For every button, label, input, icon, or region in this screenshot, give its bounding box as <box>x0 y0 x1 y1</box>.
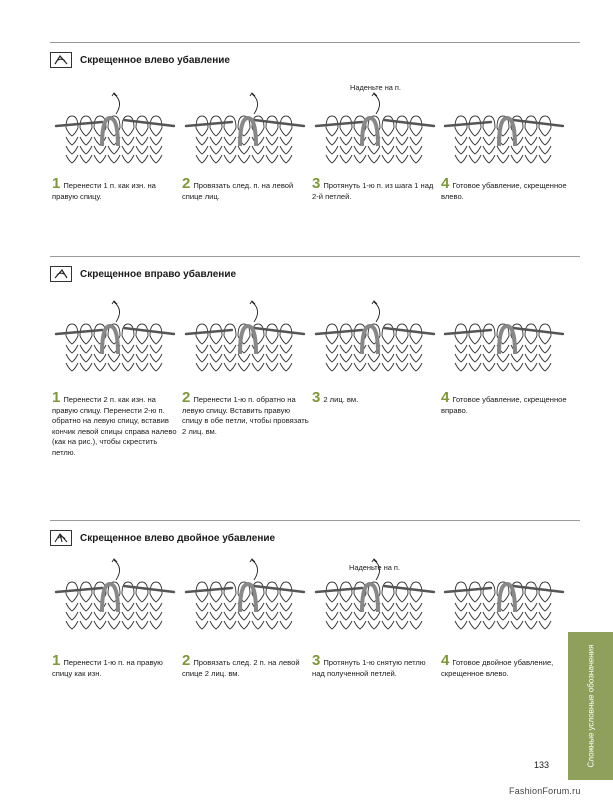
section-title: Скрещенное влево двойное убавление <box>80 532 276 544</box>
step-caption: 3 2 лиц. вм. <box>312 389 359 406</box>
knitting-illustration <box>312 298 437 378</box>
knitting-symbol-icon <box>50 52 72 68</box>
step-caption: 3 Протянуть 1-ю п. из шага 1 над 2-й петлей. <box>312 175 434 201</box>
knitting-illustration <box>312 90 437 170</box>
step-caption: 4 Готовое двойное убавление, скрещенное влево. <box>441 652 554 678</box>
step-caption: 1 Перенести 1 п. как изн. на правую спицу. <box>52 175 156 201</box>
section-title: Скрещенное вправо убавление <box>80 268 237 280</box>
knitting-illustration <box>182 298 307 378</box>
section-divider <box>50 520 580 521</box>
section-divider <box>50 256 580 257</box>
knitting-illustration <box>441 556 566 636</box>
step-caption: 4 Готовое убавление, скрещенное влево. <box>441 175 567 201</box>
knitting-illustration <box>52 90 177 170</box>
knitting-symbol-icon <box>50 266 72 282</box>
knitting-illustration <box>52 298 177 378</box>
step-caption: 2 Провязать след. п. на левой спице лиц. <box>182 175 294 201</box>
knitting-illustration <box>52 556 177 636</box>
step-caption: 4 Готовое убавление, скрещенное вправо. <box>441 389 567 415</box>
knitting-illustration <box>441 90 566 170</box>
step-caption: 2 Провязать след. 2 п. на левой спице 2 лиц. вм. <box>182 652 300 678</box>
step-caption: 1 Перенести 2 п. как изн. на правую спицу. Перенести 2-ю п. обратно на левую спицу, вставив кончик левой спицы справа налево (как на рис.), чтобы скрестить петлю. <box>52 389 177 457</box>
knitting-symbol-icon <box>50 530 72 546</box>
step-caption: 1 Перенести 1-ю п. на правую спицу как изн. <box>52 652 163 678</box>
step-caption: 3 Протянуть 1-ю снятую петлю над полученной петлей. <box>312 652 426 678</box>
knitting-illustration <box>312 556 437 636</box>
chapter-side-tab: Сложные условные обозначения <box>568 632 613 780</box>
put-on-stitch-note: Наденьте на п. <box>349 563 400 572</box>
watermark: FashionForum.ru <box>509 786 581 796</box>
knitting-illustration <box>182 90 307 170</box>
section-title: Скрещенное влево убавление <box>80 54 230 66</box>
knitting-illustration <box>182 556 307 636</box>
knitting-illustration <box>441 298 566 378</box>
put-on-stitch-note: Наденьте на п. <box>350 83 401 92</box>
section-divider <box>50 42 580 43</box>
page-number: 133 <box>534 760 550 770</box>
step-caption: 2 Перенести 1-ю п. обратно на левую спицу. Вставить правую спицу в обе петли, чтобы провязать 2 лиц. вм. <box>182 389 309 436</box>
